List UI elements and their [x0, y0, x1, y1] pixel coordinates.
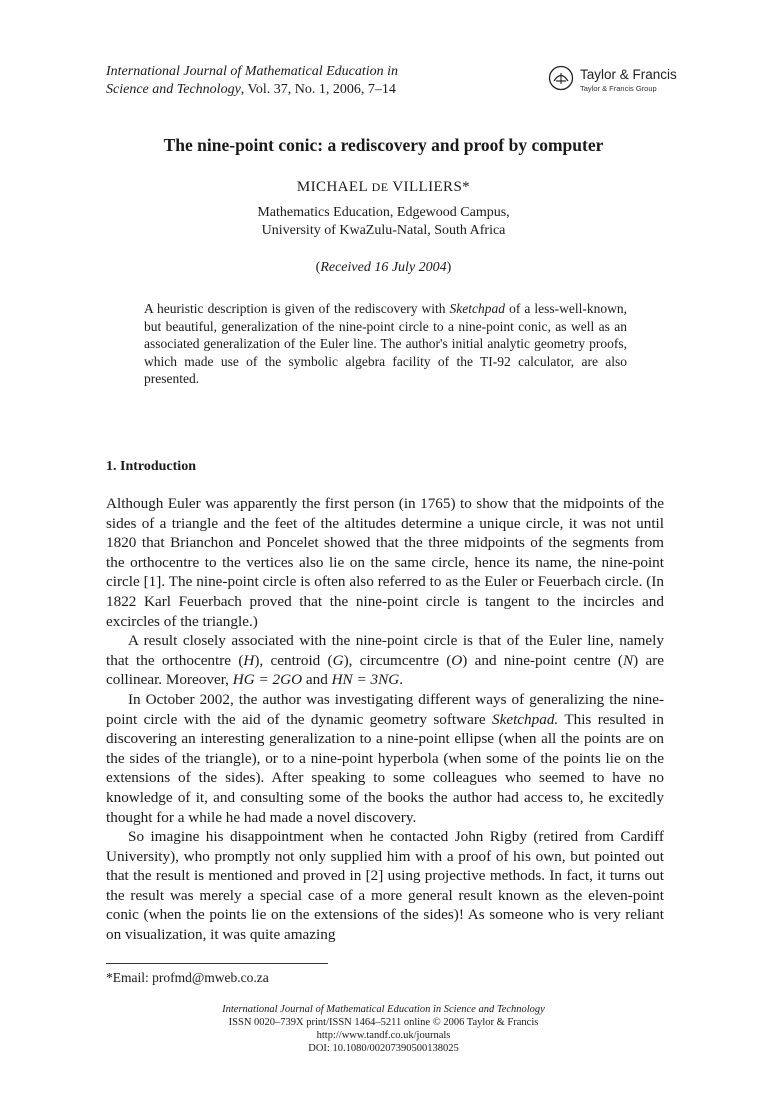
journal-line-1: International Journal of Mathematical Education in [106, 64, 399, 79]
body-paragraph-1: Although Euler was apparently the first person (in 1765) to show that the midpoints of the sides of a triangle and the feet of the altitudes determine a unique circle, it was not until 1820 that Brianchon and Poncelet showed that the three midpoints of the segments from the orthocentre to the vertices also lie on the same circle, hence its name, the nine-point circle [1]. The nine-point circle is often also referred to as the Euler or Feuerbach circle. (In 1822 Karl Feuerbach proved that the nine-point circle is tangent to the incircles and excircles of the triangle.) [106, 495, 664, 630]
abstract-software-name: Sketchpad [449, 301, 506, 316]
footnote-divider [106, 963, 328, 964]
p2-equation-1: HG = 2GO [232, 671, 303, 689]
publisher-emblem-icon [548, 65, 574, 91]
author-affiliation [0, 204, 767, 240]
received-text: Received 16 July 2004 [320, 260, 447, 275]
footer-issn: ISSN 0020–739X print/ISSN 1464–5211 online © 2006 Taylor & Francis [228, 1017, 539, 1028]
author-name [0, 179, 767, 196]
author-name-particle: DE [371, 180, 389, 194]
footer-doi: DOI: 10.1080/00207390500138025 [308, 1043, 459, 1054]
footer-url: http://www.tandf.co.uk/journals [316, 1030, 451, 1041]
affiliation-line-1: Mathematics Education, Edgewood Campus, [257, 205, 510, 220]
p3-software-name: Sketchpad. [492, 710, 559, 728]
body-paragraph-2 [106, 631, 664, 690]
body-paragraph-3 [106, 690, 664, 827]
received-open-paren: ( [315, 260, 321, 275]
p2-text-d: ) and nine-point centre ( [462, 651, 623, 669]
article-title: The nine-point conic: a rediscovery and proof by computer [163, 135, 604, 155]
received-close-paren: ) [446, 260, 452, 275]
p2-text-c: ), circumcentre ( [343, 651, 452, 669]
footnote: *Email: profmd@mweb.co.za [106, 970, 269, 985]
publisher-logo [548, 65, 688, 95]
footer-journal: International Journal of Mathematical Education in Science and Technology [222, 1004, 545, 1015]
received-date [0, 260, 767, 276]
p2-equation-2: HN = 3NG [331, 671, 400, 689]
abstract-text-2: of a less-well-known, but beautiful, generalization of the nine-point circle to a nine-point conic, as well as an associated generalization of the Euler line. The author's initial analytic geometry proofs, which made use of the symbolic algebra facility of the TI-92 calculator, are also presented. [144, 301, 627, 386]
journal-line-2 [106, 81, 398, 99]
p2-text-b: ), centroid ( [254, 651, 333, 669]
p2-symbol-h: H [243, 651, 255, 669]
p2-symbol-o: O [451, 651, 463, 669]
author-first-name: MICHAEL [296, 179, 368, 195]
abstract-text-1: A heuristic description is given of the rediscovery with [144, 301, 450, 316]
p3-text-b: This resulted in discovering an interesting generalization to a nine-point ellipse (when all the points are on the sides of the triangle), or to a nine-point hyperbola (when some of the points lie on the extensions of the sides). After speaking to some colleagues who seemed to have no knowledge of it, and consulting some of the books the author had access to, he excitedly thought for a while he had made a novel discovery. [106, 710, 664, 826]
journal-citation [106, 63, 398, 99]
p2-text-g: . [399, 671, 404, 689]
p2-symbol-g: G [332, 651, 344, 669]
abstract [144, 300, 627, 388]
volume-info: , Vol. 37, No. 1, 2006, 7–14 [240, 82, 396, 97]
p2-text-a: A result closely associated with the nine-point circle is that of the Euler line, namely that the orthocentre ( [106, 632, 664, 669]
p3-text-a: In October 2002, the author was investigating different ways of generalizing the nine-point circle with the aid of the dynamic geometry software [106, 690, 664, 728]
body-paragraph-4: So imagine his disappointment when he contacted John Rigby (retired from Cardiff University), who promptly not only supplied him with a proof of his own, but pointed out that the result is mentioned and proved in [2] using projective methods. In fact, it turns out the result was merely a special case of a more general result known as the eleven-point conic (when the points lie on the extensions of the sides)! As someone who is very reliant on visualization, it was quite amazing [106, 828, 664, 944]
publisher-name: Taylor & Francis [580, 67, 677, 82]
section-heading: 1. Introduction [106, 459, 196, 474]
author-last-name: VILLIERS* [392, 179, 471, 195]
journal-name-part: Science and Technology [106, 82, 241, 97]
page-footer [0, 1003, 767, 1055]
p2-text-f: and [302, 671, 332, 689]
article-body [106, 494, 664, 945]
publisher-group: Taylor & Francis Group [580, 84, 657, 93]
affiliation-line-2: University of KwaZulu-Natal, South Africa [261, 223, 506, 238]
p2-symbol-n: N [622, 651, 634, 669]
p2-text-e: ) are collinear. Moreover, [106, 651, 664, 689]
